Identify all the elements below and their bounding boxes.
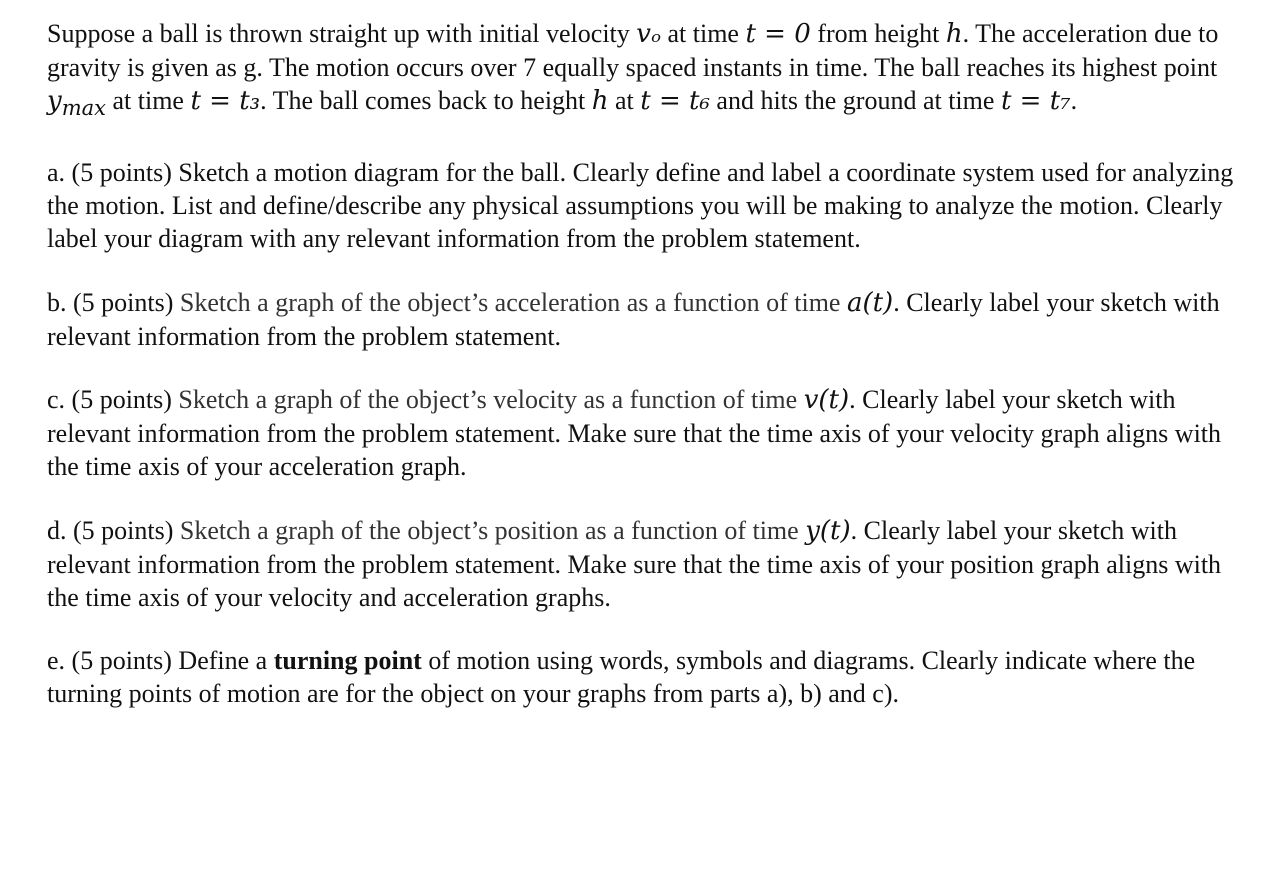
time-t6-expression: t = t₆ <box>640 86 710 116</box>
velocity-function: v(t) <box>803 385 850 416</box>
intro-text-3: from height <box>810 19 946 48</box>
position-function: y(t) <box>805 516 851 547</box>
intro-text-6: . The ball comes back to height <box>260 86 592 115</box>
part-c-lead: c. (5 points) <box>47 385 179 415</box>
time-t3-expression: t = t₃ <box>190 86 261 116</box>
ymax-subscript: max <box>61 96 106 121</box>
part-c-text-1: Sketch a graph of the object’s velocity as a function of time <box>178 385 804 415</box>
part-a-paragraph: a. (5 points) Sketch a motion diagram for the ball. Clearly define and label a coordinate system used for analyzing the motion. List and define/describe any physical assumptions you will be making to analyze the motion. Clearly label your diagram with any relevant information from the problem statement. <box>47 158 1234 254</box>
intro-text-4: . The acceleration due to gravity is given as g. The motion occurs over 7 equally spaced instants in time. The ball reaches its highest point <box>47 19 1219 82</box>
part-c-paragraph <box>47 383 1237 483</box>
part-e-text-2: of motion using words, symbols and diagrams. Clearly indicate where the turning points of motion are for the object on your graphs from parts a), b) and c). <box>47 646 1196 709</box>
problem-document <box>47 17 1237 710</box>
time-zero-expression: t = 0 <box>745 19 811 49</box>
initial-velocity-symbol: vₒ <box>636 19 661 49</box>
height-symbol: h <box>945 19 963 49</box>
intro-paragraph <box>47 17 1237 125</box>
part-b-text-2: . Clearly label your sketch with relevant information from the problem statement. <box>47 288 1220 352</box>
part-b-lead: b. (5 points) <box>47 288 180 318</box>
part-c-text-2: . Clearly label your sketch with relevant information from the problem statement. Make sure that the time axis of your velocity graph aligns with the time axis of your acceleration graph. <box>47 385 1222 482</box>
part-d-paragraph <box>47 514 1237 614</box>
intro-text-5: at time <box>105 86 191 115</box>
time-t7-expression: t = t₇ <box>1000 86 1071 116</box>
part-d-text-2: . Clearly label your sketch with relevant information from the problem statement. Make sure that the time axis of your position graph aligns with the time axis of your velocity and acceleration graphs. <box>47 516 1222 613</box>
part-e-text-1: e. (5 points) Define a <box>47 646 274 676</box>
ymax-base: y <box>47 86 62 116</box>
intro-text-7: at <box>608 86 641 115</box>
part-b-text-1: Sketch a graph of the object’s acceleration as a function of time <box>179 288 847 318</box>
part-d-text-1: Sketch a graph of the object’s position as a function of time <box>179 516 806 546</box>
part-b-paragraph <box>47 286 1237 353</box>
part-d-lead: d. (5 points) <box>47 516 180 546</box>
intro-text-9: . <box>1070 86 1078 115</box>
height-symbol-2: h <box>591 86 609 116</box>
intro-text-8: and hits the ground at time <box>709 86 1001 115</box>
intro-text-1: Suppose a ball is thrown straight up with initial velocity <box>47 19 637 48</box>
part-e-paragraph <box>47 644 1237 710</box>
ymax-symbol <box>47 86 106 121</box>
turning-point-term: turning point <box>273 646 422 676</box>
intro-text-2: at time <box>660 19 746 48</box>
acceleration-function: a(t) <box>846 288 894 319</box>
